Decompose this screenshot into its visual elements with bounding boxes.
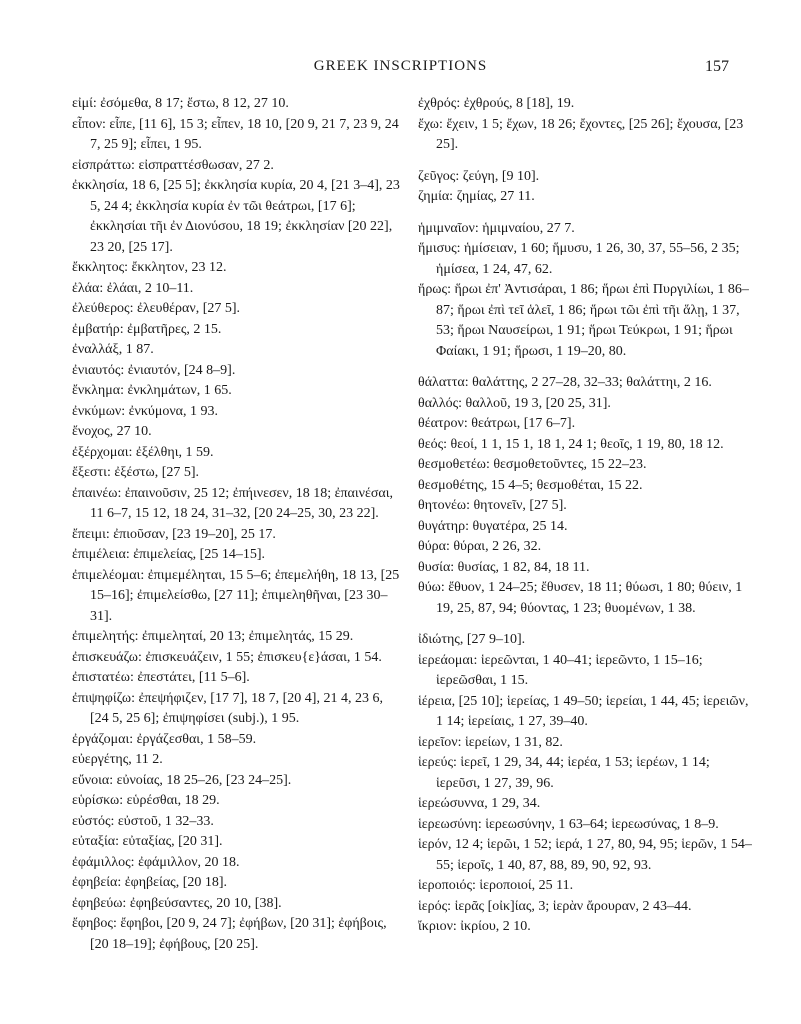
index-entry: εἶπον: εἶπε, [11 6], 15 3; εἶπεν, 18 10, [20 9, 21 7, 23 9, 24 7, 25 9]; εἶπει, 1 95.: [72, 116, 399, 152]
letter-group-gap: [418, 208, 754, 219]
index-column-left: [72, 94, 402, 955]
index-entry: θυγάτηρ: θυγατέρα, 25 14.: [418, 518, 568, 534]
index-entry: ἔχω: ἔχειν, 1 5; ἔχων, 18 26; ἔχοντες, [25 26]; ἔχουσα, [23 25].: [418, 116, 744, 152]
index-entry: ἐνιαυτός: ἐνιαυτόν, [24 8–9].: [72, 362, 236, 378]
index-entry: θάλαττα: θαλάττης, 2 27–28, 32–33; θαλάττηι, 2 16.: [418, 375, 712, 390]
index-entry: ἐκκλησία, 18 6, [25 5]; ἐκκλησία κυρία, 20 4, [21 3–4], 23 5, 24 4; ἐκκλησία κυρία ἐν τῶι θεάτρωι, [17 6]; ἐκκλησίαι τῆι ἐν Διονύσου, 18 19; ἐκκλησίαν [20 22], 23 20, [25 17].: [72, 178, 400, 255]
index-entry: ἴκριον: ἰκρίου, 2 10.: [418, 919, 531, 934]
index-entry: εὔνοια: εὐνοίας, 18 25–26, [23 24–25].: [72, 772, 292, 788]
index-entry: εὑρίσκω: εὑρέσθαι, 18 29.: [72, 793, 220, 808]
index-entry: ἐφάμιλλος: ἐφάμιλλον, 20 18.: [72, 854, 240, 870]
index-entry: ζεῦγος: ζεύγη, [9 10].: [418, 168, 540, 184]
index-entry: ἐμβατήρ: ἐμβατῆρες, 2 15.: [72, 321, 222, 337]
index-entry: ἐλάα: ἐλάαι, 2 10–11.: [72, 280, 194, 296]
letter-group-gap: [418, 156, 754, 167]
index-entry: θεσμοθετέω: θεσμοθετοῦντες, 15 22–23.: [418, 457, 647, 472]
index-entry: ἐλεύθερος: ἐλευθέραν, [27 5].: [72, 301, 241, 316]
index-entry: ἐργάζομαι: ἐργάζεσθαι, 1 58–59.: [72, 731, 257, 747]
index-entry: ἱερεῖον: ἱερείων, 1 31, 82.: [418, 734, 563, 750]
index-entry: ζημία: ζημίας, 27 11.: [418, 189, 535, 204]
index-entry: ἱερεώσυννα, 1 29, 34.: [418, 796, 541, 811]
letter-group-gap: [418, 619, 754, 630]
index-column-right: [418, 94, 754, 938]
index-entry: ἐπιμέλεια: ἐπιμελείας, [25 14–15].: [72, 547, 265, 562]
index-entry: ἱεροποιός: ἱεροποιοί, 25 11.: [418, 878, 574, 893]
index-entry: ἐπιψηφίζω: ἐπεψήφιζεν, [17 7], 18 7, [20 4], 21 4, 23 6, [24 5, 25 6]; ἐπιψηφίσει (subj.), 1 95.: [72, 690, 383, 726]
index-entry: ἐπιμελέομαι: ἐπιμεμέληται, 15 5–6; ἐπεμελήθη, 18 13, [25 15–16]; ἐπιμελείσθω, [27 11]; ἐπιμεληθῆναι, [23 30–31].: [72, 567, 400, 624]
header-title: GREEK INSCRIPTIONS: [313, 58, 488, 74]
index-entry: θυσία: θυσίας, 1 82, 84, 18 11.: [418, 559, 590, 575]
index-entry: ἱέρεια, [25 10]; ἱερείας, 1 49–50; ἱερείαι, 1 44, 45; ἱερειῶν, 1 14; ἱερείαις, 1 27, 39–40.: [418, 693, 749, 729]
index-entry: θαλλός: θαλλοῦ, 19 3, [20 25, 31].: [418, 395, 611, 411]
index-entry: ἐπιστατέω: ἐπεστάτει, [11 5–6].: [72, 670, 250, 685]
index-entry: θύρα: θύραι, 2 26, 32.: [418, 539, 542, 554]
index-entry: ἱερόν, 12 4; ἱερῶι, 1 52; ἱερά, 1 27, 80, 94, 95; ἱερῶν, 1 54–55; ἱεροῖς, 1 40, 87, 88, 89, 90, 92, 93.: [418, 837, 752, 873]
index-entry: ἐπισκευάζω: ἐπισκευάζειν, 1 55; ἐπισκευ{ε}άσαι, 1 54.: [72, 649, 382, 665]
index-entry: ἔφηβος: ἔφηβοι, [20 9, 24 7]; ἐφήβων, [20 31]; ἐφήβοις, [20 18–19]; ἐφήβους, [20 25].: [72, 916, 387, 952]
index-entry: θέατρον: θεάτρωι, [17 6–7].: [418, 416, 576, 431]
index-entry: ἰδιώτης, [27 9–10].: [418, 632, 526, 647]
index-entry: εἰσπράττω: εἰσπραττέσθωσαν, 27 2.: [72, 157, 274, 173]
letter-group-gap: [418, 362, 754, 373]
index-entry: ἐφηβεύω: ἐφηβεύσαντες, 20 10, [38].: [72, 895, 282, 911]
index-entry: ἐπαινέω: ἐπαινοῦσιν, 25 12; ἐπήινεσεν, 18 18; ἐπαινέσαι, 11 6–7, 15 12, 18 24, 31–32, [20 24–25, 30, 23 22].: [72, 485, 394, 521]
index-entry: ἐξέρχομαι: ἐξέλθηι, 1 59.: [72, 444, 214, 460]
index-entry: ἐχθρός: ἐχθρούς, 8 [18], 19.: [418, 96, 575, 111]
index-entry: εὐεργέτης, 11 2.: [72, 752, 163, 767]
index-entry: ἱερεάομαι: ἱερεῶνται, 1 40–41; ἱερεῶντο, 1 15–16; ἱερεῶσθαι, 1 15.: [418, 652, 703, 688]
index-entry: ἔκκλητος: ἔκκλητον, 23 12.: [72, 260, 227, 275]
index-entry: θύω: ἔθυον, 1 24–25; ἔθυσεν, 18 11; θύωσι, 1 80; θύειν, 1 19, 25, 87, 94; θύοντας, 1 23; θυομένων, 1 38.: [418, 580, 743, 616]
index-entry: ἥμισυς: ἡμίσειαν, 1 60; ἥμυσυ, 1 26, 30, 37, 55–56, 2 35; ἡμίσεα, 1 24, 47, 62.: [418, 241, 740, 277]
index-entry: ἐφηβεία: ἐφηβείας, [20 18].: [72, 875, 228, 890]
index-entry: ἥρως: ἥρωι ἐπ' Ἀντισάραι, 1 86; ἥρωι ἐπὶ Πυργιλίωι, 1 86–87; ἥρωι ἐπὶ τεῖ ἁλεῖ, 1 86; ἥρωι τῶι ἐπὶ τῆι ἅλῃ, 1 37, 53; ἥρωι Ναυσείρωι, 1 91; ἥρωι Τεύκρωι, 1 91; ἥρωι Φαίακι, 1 91; ἥρωσι, 1 19–20, 80.: [418, 282, 749, 359]
index-entry: ἐπιμελητής: ἐπιμεληταί, 20 13; ἐπιμελητάς, 15 29.: [72, 629, 354, 644]
page-number: 157: [705, 58, 729, 75]
index-entry: ἔνκλημα: ἐνκλημάτων, 1 65.: [72, 383, 232, 398]
index-entry: θεός: θεοί, 1 1, 15 1, 18 1, 24 1; θεοῖς, 1 19, 80, 18 12.: [418, 436, 724, 452]
index-entry: ἱερεύς: ἱερεῖ, 1 29, 34, 44; ἱερέα, 1 53; ἱερέων, 1 14; ἱερεῦσι, 1 27, 39, 96.: [418, 755, 710, 791]
index-entry: εἰμί: ἐσόμεθα, 8 17; ἔστω, 8 12, 27 10.: [72, 96, 289, 111]
index-entry: ἐναλλάξ, 1 87.: [72, 342, 154, 357]
index-entry: ἔξεστι: ἐξέστω, [27 5].: [72, 465, 200, 480]
index-entry: ἔνοχος, 27 10.: [72, 424, 152, 439]
index-entry: ἱερεωσύνη: ἱερεωσύνην, 1 63–64; ἱερεωσύνας, 1 8–9.: [418, 816, 719, 832]
index-entry: ἱερός: ἱερᾶς [οἰκ]ίας, 3; ἱερὰν ἄρουραν, 2 43–44.: [418, 898, 692, 914]
index-entry: ἡμιμναῖον: ἡμιμναίου, 27 7.: [418, 220, 575, 236]
index-entry: θητονέω: θητονεῖν, [27 5].: [418, 498, 567, 513]
index-entry: ἐνκύμων: ἐνκύμονα, 1 93.: [72, 403, 219, 419]
index-entry: θεσμοθέτης, 15 4–5; θεσμοθέται, 15 22.: [418, 477, 643, 493]
index-entry: ἔπειμι: ἐπιοῦσαν, [23 19–20], 25 17.: [72, 526, 276, 542]
running-header: [0, 58, 801, 80]
index-entry: εὐστός: εὐστοῦ, 1 32–33.: [72, 813, 214, 829]
index-entry: εὐταξία: εὐταξίας, [20 31].: [72, 834, 223, 849]
